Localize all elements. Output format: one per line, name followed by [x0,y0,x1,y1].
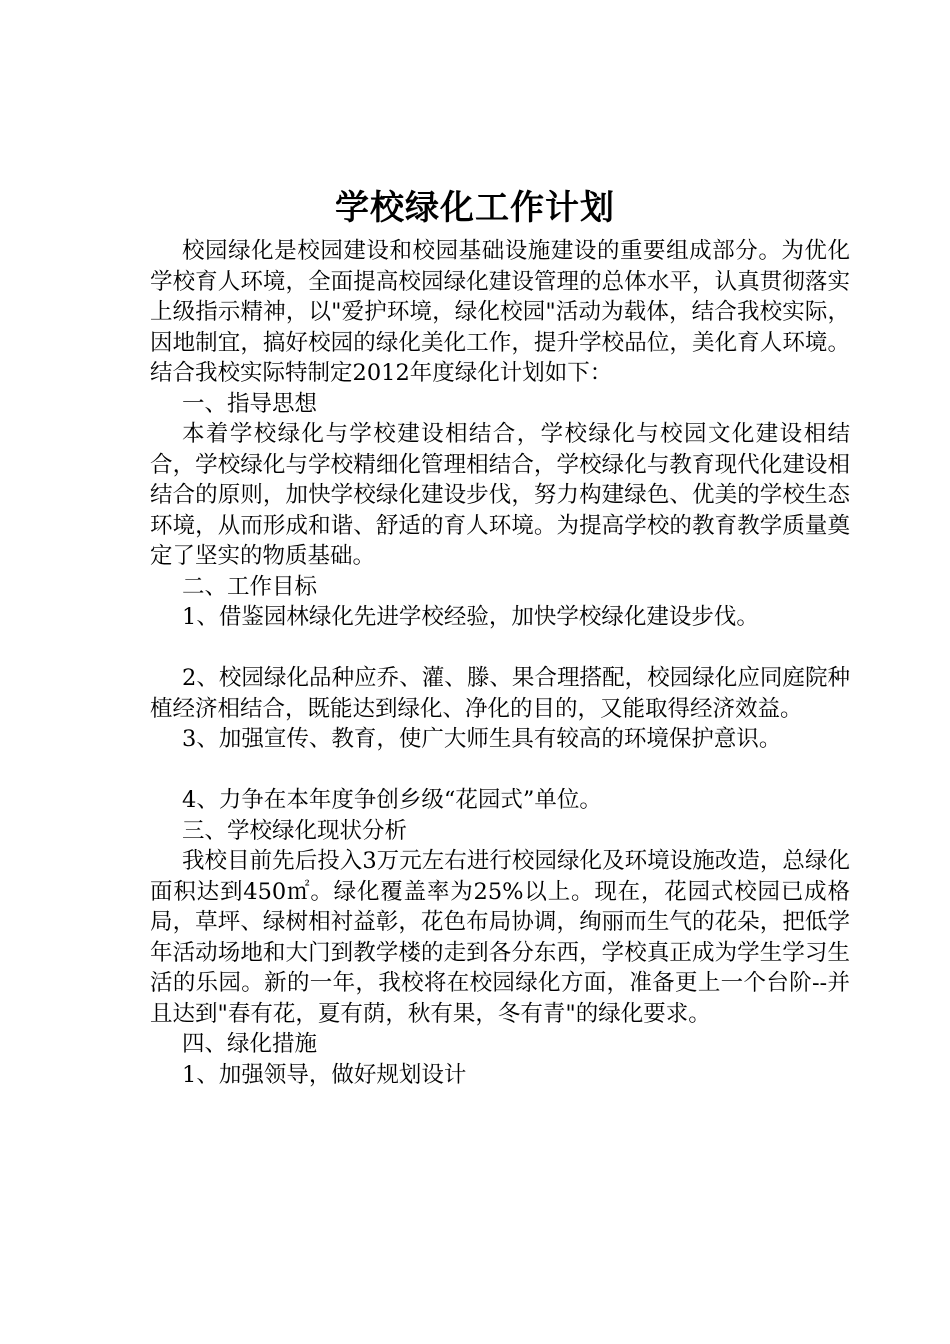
status-analysis-paragraph: 我校目前先后投入3万元左右进行校园绿化及环境设施改造，总绿化面积达到450㎡。绿化覆盖率为25%以上。现在，花园式校园已成格局，草坪、绿树相衬益彰，花色布局协调，绚丽而生气的花朵，把低学年活动场地和大门到教学楼的走到各分东西，学校真正成为学生学习生活的乐园。新的一年，我校将在校园绿化方面，准备更上一个台阶--并且达到"春有花，夏有荫，秋有果，冬有青"的绿化要求。 [150,848,850,1027]
goal-item-1: 1、借鉴园林绿化先进学校经验，加快学校绿化建设步伐。 [182,604,759,630]
measure-item-1: 1、加强领导，做好规划设计 [182,1061,467,1088]
guiding-thought-paragraph: 本着学校绿化与学校建设相结合，学校绿化与校园文化建设相结合，学校绿化与学校精细化管理相结合，学校绿化与教育现代化建设相结合的原则，加快学校绿化建设步伐，努力构建绿色、优美的学校生态环境，从而形成和谐、舒适的育人环境。为提高学校的教育教学质量奠定了坚实的物质基础。 [150,421,850,569]
blank-line [150,633,850,664]
document-body [150,236,850,1090]
blank-line [150,755,850,786]
section-heading-greening-measures: 四、绿化措施 [182,1031,318,1057]
goal-item-3: 3、加强宣传、教育，使广大师生具有较高的环境保护意识。 [182,726,782,752]
section-heading-guiding-thought: 一、指导思想 [182,390,318,417]
section-heading-work-goals: 二、工作目标 [182,573,318,600]
goal-item-2: 2、校园绿化品种应乔、灌、滕、果合理搭配，校园绿化应同庭院种植经济相结合，既能达到绿化、净化的目的，又能取得经济效益。 [150,665,850,722]
document-title: 学校绿化工作计划 [335,188,615,228]
intro-paragraph: 校园绿化是校园建设和校园基础设施建设的重要组成部分。为优化学校育人环境，全面提高校园绿化建设管理的总体水平，认真贯彻落实上级指示精神，以"爱护环境，绿化校园"活动为载体，结合我校实际，因地制宜，搞好校园的绿化美化工作，提升学校品位，美化育人环境。结合我校实际特制定2012年度绿化计划如下： [150,238,850,386]
section-heading-status-analysis: 三、学校绿化现状分析 [182,817,408,844]
goal-item-4: 4、力争在本年度争创乡级“花园式”单位。 [182,787,602,813]
